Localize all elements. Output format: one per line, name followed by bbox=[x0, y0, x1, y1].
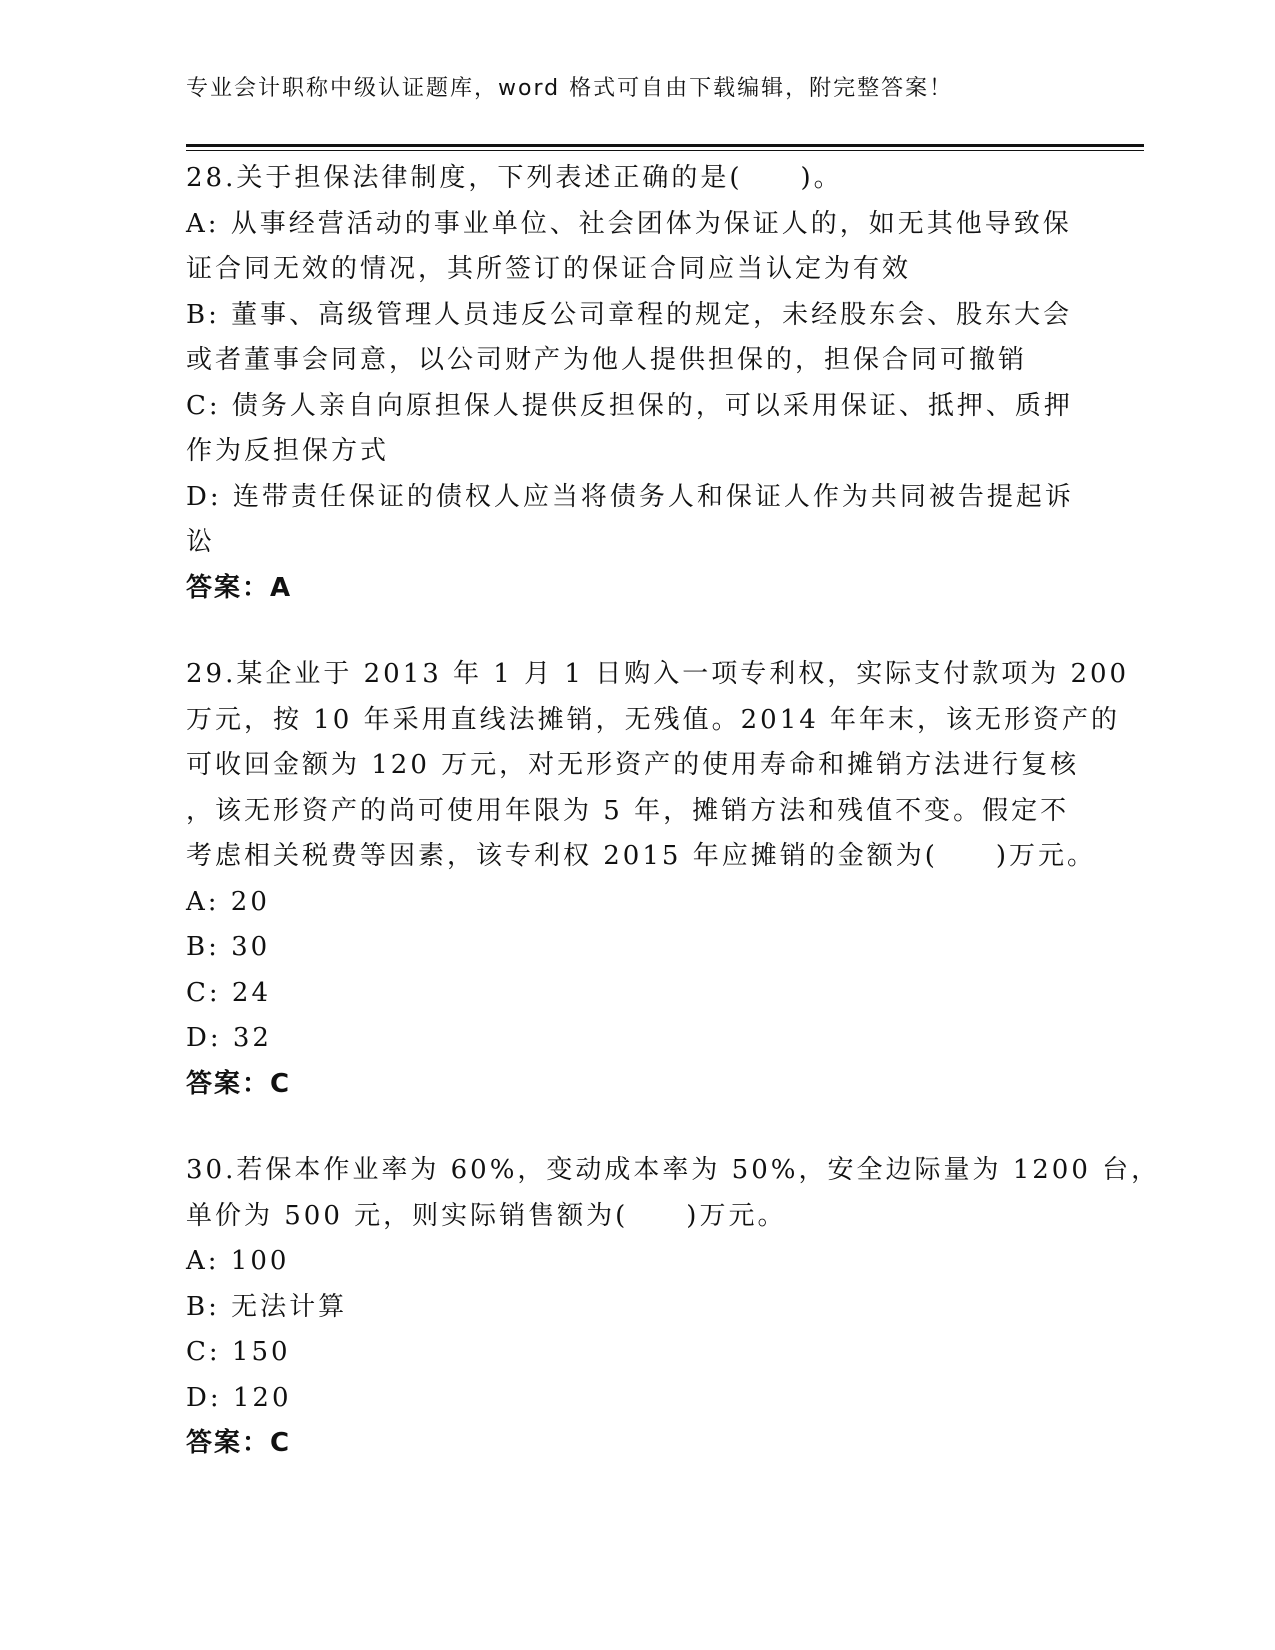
header-divider-thick bbox=[186, 144, 1144, 147]
option-b: B: 无法计算 bbox=[186, 1291, 348, 1322]
question-stem: 29.某企业于 2013 年 1 月 1 日购入一项专利权，实际支付款项为 200 bbox=[186, 659, 1130, 689]
option-b: B: 30 bbox=[186, 932, 271, 962]
page-header: 专业会计职称中级认证题库，word 格式可自由下载编辑，附完整答案！ bbox=[186, 76, 954, 101]
option-d-continued: 讼 bbox=[186, 527, 216, 557]
option-b: B: 董事、高级管理人员违反公司章程的规定，未经股东会、股东大会 bbox=[186, 299, 1073, 330]
question-30 bbox=[186, 1148, 1161, 1467]
answer: 答案：A bbox=[186, 572, 293, 603]
option-c-continued: 作为反担保方式 bbox=[186, 436, 390, 466]
question-stem-continued: ，该无形资产的尚可使用年限为 5 年，摊销方法和残值不变。假定不 bbox=[186, 795, 1070, 826]
question-29 bbox=[186, 652, 1130, 1107]
option-a: A: 100 bbox=[186, 1246, 290, 1276]
option-c: C: 150 bbox=[186, 1337, 291, 1367]
option-d: D: 连带责任保证的债权人应当将债务人和保证人作为共同被告提起诉 bbox=[186, 481, 1074, 512]
question-stem: 28.关于担保法律制度，下列表述正确的是( )。 bbox=[186, 163, 843, 193]
question-stem-continued: 万元，按 10 年采用直线法摊销，无残值。2014 年年末，该无形资产的 bbox=[186, 704, 1121, 735]
answer: 答案：C bbox=[186, 1068, 292, 1099]
option-d: D: 32 bbox=[186, 1023, 272, 1053]
question-stem-continued: 可收回金额为 120 万元，对无形资产的使用寿命和摊销方法进行复核 bbox=[186, 750, 1080, 780]
option-c: C: 24 bbox=[186, 977, 272, 1008]
option-c: C: 债务人亲自向原担保人提供反担保的，可以采用保证、抵押、质押 bbox=[186, 390, 1073, 421]
question-stem-continued: 考虑相关税费等因素，该专利权 2015 年应摊销的金额为( )万元。 bbox=[186, 841, 1096, 871]
question-stem: 30.若保本作业率为 60%，变动成本率为 50%，安全边际量为 1200 台， bbox=[186, 1155, 1161, 1185]
answer: 答案：C bbox=[186, 1428, 292, 1458]
question-stem-continued: 单价为 500 元，则实际销售额为( )万元。 bbox=[186, 1200, 787, 1231]
option-a: A: 从事经营活动的事业单位、社会团体为保证人的，如无其他导致保 bbox=[186, 208, 1072, 239]
header-divider-thin bbox=[186, 150, 1144, 151]
option-d: D: 120 bbox=[186, 1382, 292, 1413]
option-a: A: 20 bbox=[186, 886, 270, 917]
question-28 bbox=[186, 156, 1074, 611]
option-b-continued: 或者董事会同意，以公司财产为他人提供担保的，担保合同可撤销 bbox=[186, 345, 1028, 375]
option-a-continued: 证合同无效的情况，其所签订的保证合同应当认定为有效 bbox=[186, 254, 912, 284]
